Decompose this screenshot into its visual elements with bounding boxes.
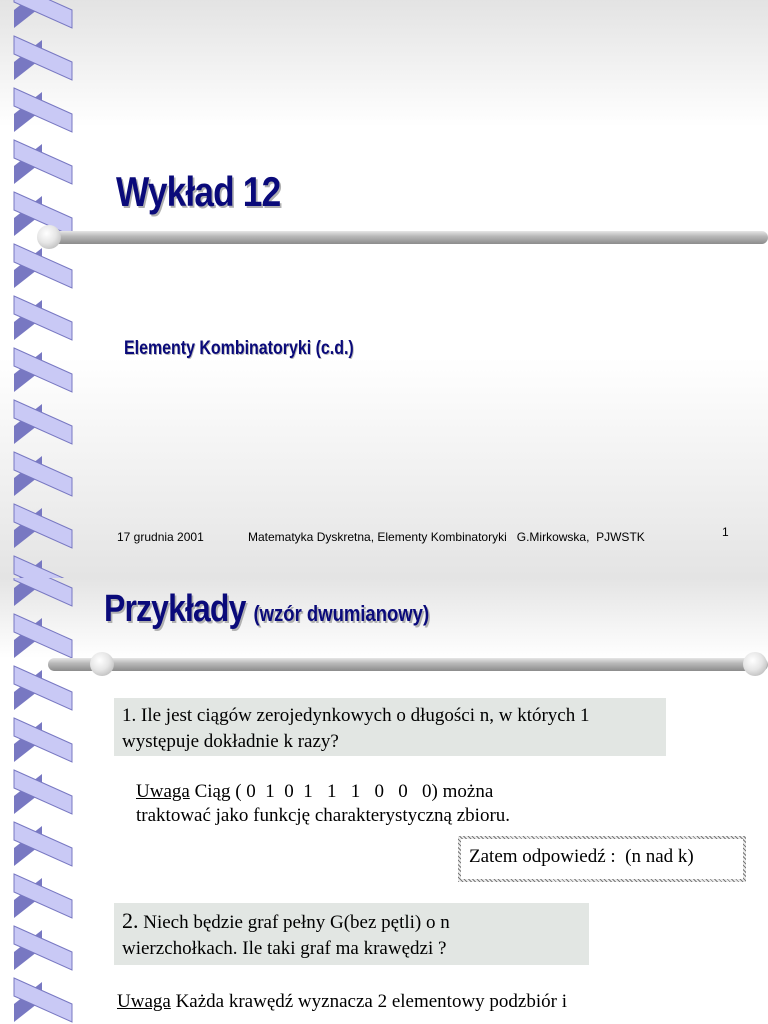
question-2-line-2: wierzchołkach. Ile taki graf ma krawędzi ?	[122, 938, 447, 959]
answer-text: Zatem odpowiedź : (n nad k)	[461, 839, 743, 879]
ribbon-front-segment	[14, 926, 72, 970]
ribbon-front-segment	[14, 452, 72, 496]
note-1	[136, 780, 510, 828]
question-1-line-2: występuje dokładnie k razy?	[122, 731, 339, 752]
ribbon-front-segment	[14, 504, 72, 548]
footer-course: Matematyka Dyskretna, Elementy Kombinatoryki G.Mirkowska, PJWSTK	[248, 530, 645, 544]
slide-title-note: (wzór dwumianowy)	[253, 601, 430, 626]
note-2-line-1: Każda krawędź wyznacza 2 elementowy podzbiór i	[170, 991, 567, 1012]
question-2-number: 2.	[122, 908, 139, 933]
slide-title-main: Przykłady	[104, 588, 246, 630]
divider-knob-left	[37, 225, 61, 249]
divider-knob-right	[743, 652, 767, 676]
note-2	[117, 990, 567, 1014]
slide-title	[104, 588, 429, 631]
note-1-line-1: Ciąg ( 0 1 0 1 1 1 0 0 0) można	[189, 781, 494, 802]
ribbon-front-segment	[14, 244, 72, 288]
spiral-binding-decoration	[0, 0, 90, 578]
question-2-box	[114, 903, 589, 965]
slide-title: Wykład 12	[116, 168, 281, 215]
footer-page-number: 1	[722, 525, 729, 539]
spiral-binding-decoration	[0, 578, 90, 1024]
ribbon-front-segment	[14, 296, 72, 340]
question-2-line-1: Niech będzie graf pełny G(bez pętli) o n	[138, 912, 450, 933]
ribbon-front-segment	[14, 978, 72, 1022]
ribbon-front-segment	[14, 666, 72, 710]
note-1-line-2: traktować jako funkcję charakterystyczną zbioru.	[136, 805, 511, 826]
ribbon-front-segment	[14, 718, 72, 762]
ribbon-front-segment	[14, 822, 72, 866]
divider-knob-left	[90, 652, 114, 676]
footer-date: 17 grudnia 2001	[117, 530, 204, 544]
ribbon-front-segment	[14, 348, 72, 392]
ribbon-front-segment	[14, 140, 72, 184]
ribbon-front-segment	[14, 88, 72, 132]
question-1-box	[114, 698, 666, 756]
ribbon-front-segment	[14, 400, 72, 444]
note-1-label: Uwaga	[136, 781, 190, 802]
ribbon-front-segment	[14, 770, 72, 814]
answer-box	[458, 836, 746, 882]
ribbon-front-segment	[14, 874, 72, 918]
slide-subtitle: Elementy Kombinatoryki (c.d.)	[124, 338, 354, 359]
divider-bar	[48, 658, 768, 671]
question-1-line-1: 1. Ile jest ciągów zerojedynkowych o długości n, w których 1	[122, 705, 590, 726]
ribbon-front-segment	[14, 556, 72, 578]
ribbon-front-segment	[14, 614, 72, 658]
ribbon-front-segment	[14, 36, 72, 80]
note-2-label: Uwaga	[117, 991, 171, 1012]
divider-bar	[48, 231, 768, 244]
